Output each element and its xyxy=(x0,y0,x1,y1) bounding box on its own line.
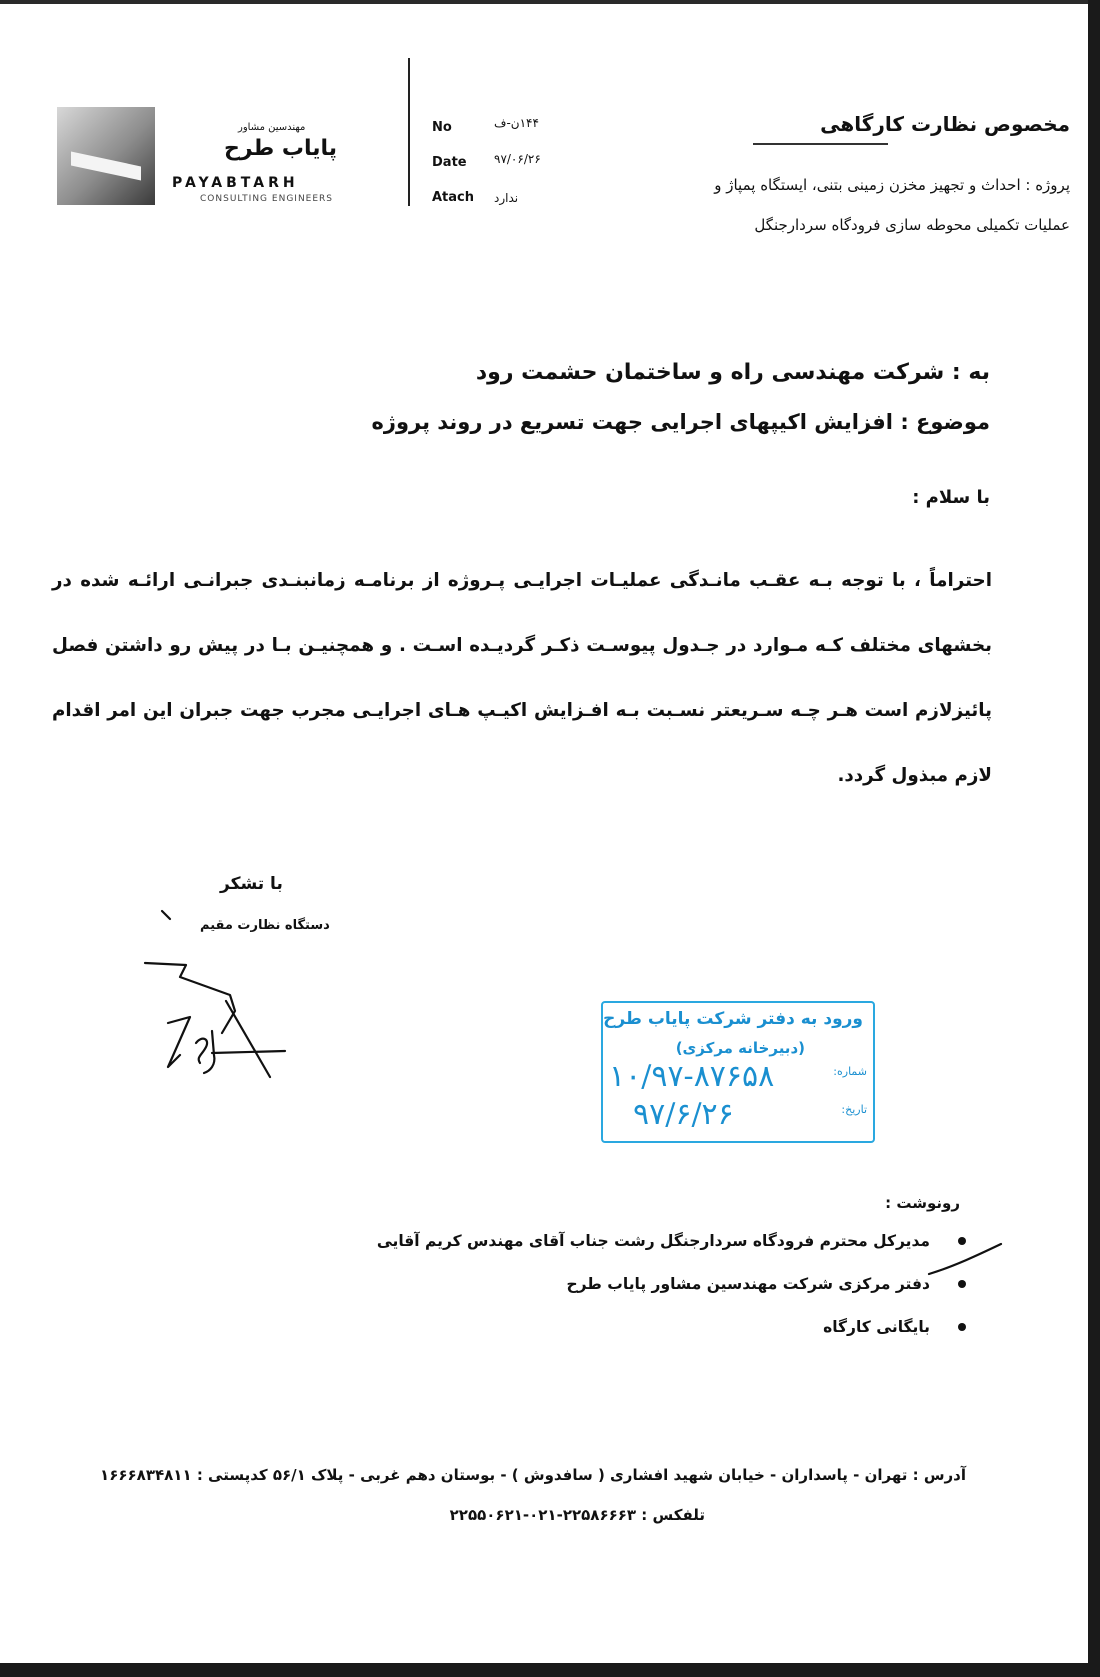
footer-address: آدرس : تهران - پاسداران - خیابان شهید افشاری ( سافدوش ) - بوستان دهم غربی - پلاک ۵۶/۱ کدپستی : ۱۶۶۶۸۳۴۸۱۱ xyxy=(100,1466,966,1484)
firm-type-label: مهندسین مشاور xyxy=(238,122,306,133)
firm-name-en: PAYABTARH xyxy=(172,175,299,191)
stamp-number-label: شماره: xyxy=(833,1065,867,1078)
meta-date-value: ۹۷/۰۶/۲۶ xyxy=(494,152,541,166)
bullet-icon xyxy=(958,1280,966,1288)
firm-subtitle-en: CONSULTING ENGINEERS xyxy=(200,194,334,204)
body-paragraph: احتراماً ، با توجه بـه عقـب مانـدگی عملیـات اجرایـی پـروژه از برنامـه زمانبنـدی جبرانـی ارائـه شده در بخشهای مختلف کـه مـوارد در جـدول پیوسـت ذکـر گردیـده اسـت . و همچنیـن بـا در پیش رو داشتن فصل پائیزلازم است هـر چـه سـریعتر نسـبت بـه افـزایش اکیـپ هـای اجرایـی مجرب جهت جبران این امر اقدام لازم مبذول گردد. xyxy=(52,570,992,786)
firm-name-fa: پایاب طرح xyxy=(224,136,338,161)
firm-logo xyxy=(57,107,155,205)
confidential-title: مخصوص نظارت کارگاهی xyxy=(820,112,1070,136)
signatory-unit: دستگاه نظارت مقیم xyxy=(200,918,330,933)
cc-check-stroke xyxy=(925,1240,1005,1280)
greeting: با سلام : xyxy=(912,487,990,508)
bullet-icon xyxy=(958,1323,966,1331)
stamp-subtitle: (دبیرخانه مرکزی) xyxy=(675,1039,805,1057)
closing-thanks: با تشکر xyxy=(220,874,283,894)
stamp-number-value: ۱۰/۹۷-۸۷۶۵۸ xyxy=(609,1059,775,1094)
project-line-1: پروژه : احداث و تجهیز مخزن زمینی بتنی، ایستگاه پمپاژ و xyxy=(714,176,1070,194)
received-stamp xyxy=(601,1001,875,1143)
meta-attach-label: Atach xyxy=(432,190,475,205)
subject-line: موضوع : افزایش اکیپهای اجرایی جهت تسریع در روند پروژه xyxy=(371,410,990,434)
footer-fax: تلفکس : ۲۲۵۸۶۶۶۳-۰۲۱-۲۲۵۵۰۶۲۱ xyxy=(449,1506,705,1524)
meta-attach-value: ندارد xyxy=(494,191,519,205)
meta-date-label: Date xyxy=(432,155,467,170)
cc-item: دفتر مرکزی شرکت مهندسین مشاور پایاب طرح xyxy=(377,1269,930,1312)
stamp-date-value: ۹۷/۶/۲۶ xyxy=(633,1097,734,1132)
title-underline xyxy=(753,143,888,145)
meta-no-value: ۱۴۴ن-ف xyxy=(494,116,539,130)
scan-edge-top xyxy=(0,0,1100,4)
scan-edge-right xyxy=(1088,0,1100,1677)
cc-heading: رونوشت : xyxy=(885,1194,960,1212)
header-divider xyxy=(408,58,410,206)
cc-item: مدیرکل محترم فرودگاه سردارجنگل رشت جناب آقای مهندس کریم آقایی xyxy=(377,1226,930,1269)
project-line-2: عملیات تکمیلی محوطه سازی فرودگاه سردارجنگل xyxy=(754,216,1070,234)
cc-item: بایگانی کارگاه xyxy=(377,1312,930,1355)
meta-no-label: No xyxy=(432,120,452,135)
cc-list xyxy=(377,1226,930,1355)
stamp-title: ورود به دفتر شرکت پایاب طرح xyxy=(603,1009,863,1029)
stamp-date-label: تاریخ: xyxy=(841,1103,867,1116)
scan-edge-bottom xyxy=(0,1663,1100,1677)
handwritten-signature xyxy=(140,905,290,1080)
recipient-line: به : شرکت مهندسی راه و ساختمان حشمت رود xyxy=(475,360,990,385)
